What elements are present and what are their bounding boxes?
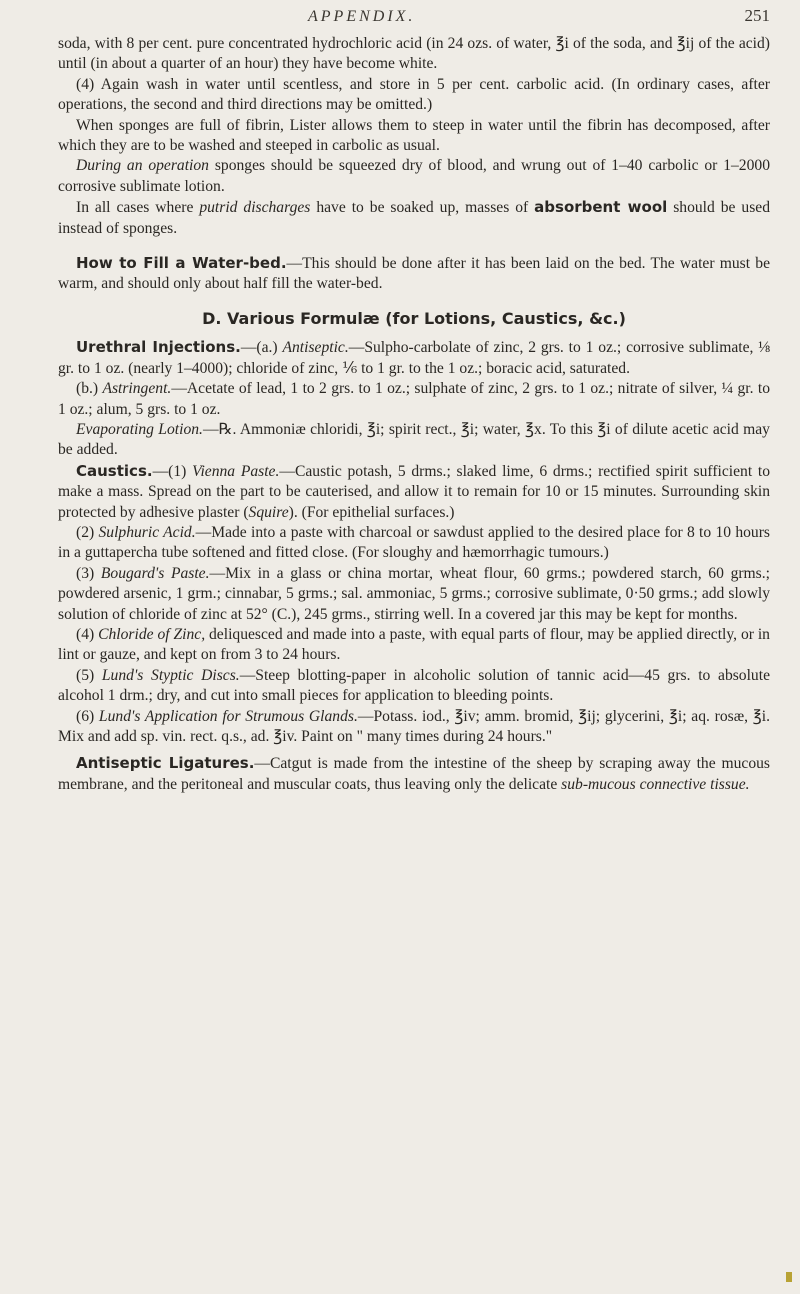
- text-run: —Made into a paste with charcoal or sawdust applied to the desired place for 8 to 10 hours in a guttapercha tube softened and fitted close. (For sloughy and hæmorrhagic tumours.): [58, 523, 770, 562]
- paragraph-during-operation: [58, 156, 770, 197]
- italic-phrase: During an operation: [76, 157, 209, 175]
- text-run: —Caustic potash, 5 drms.; slaked lime, 6 drms.; rectified spirit sufficient to make a mass. Spread on the part to be cauterised, and allow it to remain for 10 or 15 minutes. Surrounding skin protected by adhesive plaster (: [58, 462, 771, 521]
- section-heading: D. Various Formulæ (for Lotions, Caustics, &c.): [202, 308, 626, 328]
- paragraph-caustics: [58, 461, 770, 523]
- text-run: (6): [76, 707, 99, 725]
- italic-phrase: Chloride of Zinc,: [98, 625, 206, 643]
- text-run: (b.): [76, 380, 103, 398]
- text-run: (5): [76, 666, 102, 684]
- italic-phrase: Bougard's Paste.: [100, 564, 210, 582]
- text-run: have to be soaked up, masses of: [310, 199, 535, 217]
- paragraph-astringent: [58, 379, 770, 420]
- paragraph-evaporating: [58, 420, 770, 461]
- ligatures-heading: Antiseptic Ligatures.: [76, 754, 255, 773]
- text-run: —Catgut is made from the intestine of the sheep by scraping away the mucous membrane, and the peritoneal and muscular coats, thus leaving only the delicate: [58, 755, 770, 793]
- paragraph-bougard: [58, 564, 770, 625]
- paragraph: (4) Again wash in water until scentless, and store in 5 per cent. carbolic acid. (In ordinary cases, after operations, the second and third directions may be omitted.): [58, 75, 770, 114]
- text-run: —(a.): [240, 339, 283, 357]
- text-run: —Sulpho-carbolate of zinc, 2 grs. to 1 oz.; corrosive sublimate, ⅛ gr. to 1 oz. (nearly 1–4000); chloride of zinc, ⅙ to 1 gr. to the 1 oz.; boracic acid, saturated.: [58, 339, 770, 377]
- paragraph-lund-discs: [58, 666, 770, 707]
- text-run: deliquesced and made into a paste, with equal parts of flour, may be applied directly, or in lint or gauze, and kept on from 3 to 24 hours.: [58, 625, 770, 664]
- italic-phrase: Vienna Paste.: [192, 462, 280, 480]
- italic-phrase: Lund's Application for Strumous Glands.: [98, 707, 358, 725]
- paragraph-water-bed: [58, 253, 770, 295]
- text-run: —Potass. iod., ℥iv; amm. bromid, ℥ij; glycerini, ℥i; aq. rosæ, ℥i. Mix and add sp. vin. rect. q.s., ad. ℥iv. Paint on " many times during 24 hours.": [58, 707, 770, 745]
- paragraph: When sponges are full of fibrin, Lister allows them to steep in water until the fibrin has decomposed, after which they are to be washed and steeped in carbolic as usual.: [58, 116, 770, 155]
- text-run: (3): [76, 564, 101, 582]
- bold-term: absorbent wool: [534, 198, 668, 217]
- running-head: APPENDIX.: [308, 8, 416, 25]
- paragraph-all-cases: [58, 197, 770, 239]
- paragraph-ligatures: [58, 753, 770, 795]
- text-run: ). (For epithelial surfaces.): [288, 503, 455, 521]
- italic-phrase: Antiseptic.: [282, 339, 349, 357]
- text-run: —℞. Ammoniæ chloridi, ℥i; spirit rect., ℥i; water, ℥x. To this ℥i of dilute acetic acid may be added.: [58, 420, 770, 459]
- text-run: —This should be done after it has been laid on the bed. The water must be warm, and should only about half fill the water-bed.: [58, 255, 770, 293]
- italic-phrase: Evaporating Lotion.: [76, 420, 203, 438]
- text-run: sponges should be squeezed dry of blood, and wrung out of 1–40 carbolic or 1–2000 corrosive sublimate lotion.: [58, 157, 770, 195]
- caustics-heading: Caustics.: [76, 461, 153, 480]
- text-run: —Acetate of lead, 1 to 2 grs. to 1 oz.; sulphate of zinc, 2 grs. to 1 oz.; nitrate of silver, ¼ gr. to 1 oz.; alum, 5 grs. to 1 oz.: [58, 380, 770, 418]
- paragraph-chloride-zinc: [58, 625, 770, 666]
- text-run: In all cases where: [76, 199, 200, 217]
- text-run: —Steep blotting-paper in alcoholic solution of tannic acid—45 grs. to absolute alcohol 1 drm.; dry, and cut into small pieces for application to bleeding points.: [58, 666, 770, 705]
- italic-phrase: Lund's Styptic Discs.: [101, 666, 240, 684]
- italic-phrase: Sulphuric Acid.: [98, 523, 196, 541]
- page-body: [58, 34, 770, 795]
- text-run: —Mix in a glass or china mortar, wheat flour, 60 grms.; powdered starch, 60 grms.; powdered arsenic, 1 grm.; cinnabar, 5 grms.; sal. ammoniac, 5 grms.; corrosive sublimate, 0·50 grms.; add slowly solution of chloride of zinc at 52° (C.), 245 grms., stirring well. In a covered jar this may be kept for months.: [58, 564, 770, 623]
- italic-phrase: putrid discharges: [199, 199, 311, 217]
- paragraph: soda, with 8 per cent. pure concentrated hydrochloric acid (in 24 ozs. of water, ℥i of the soda, and ℥ij of the acid) until (in about a quarter of an hour) they have become white.: [58, 35, 770, 73]
- paragraph-urethral: [58, 337, 770, 379]
- page-number: 251: [744, 6, 770, 25]
- paragraph-lund-glands: [58, 707, 770, 748]
- text-run: should be used instead of sponges.: [58, 199, 770, 237]
- italic-phrase: Astringent.: [102, 380, 172, 398]
- text-run: (4): [76, 625, 99, 643]
- water-bed-heading: How to Fill a Water-bed.: [76, 254, 287, 273]
- urethral-heading: Urethral Injections.: [76, 338, 241, 357]
- text-run: (2): [76, 523, 99, 541]
- paragraph-sulphuric: [58, 523, 770, 564]
- italic-phrase: Squire: [248, 503, 289, 521]
- scan-corner-mark: [786, 1272, 792, 1282]
- italic-phrase: sub-mucous connective tissue.: [561, 775, 750, 793]
- text-run: —(1): [152, 462, 193, 480]
- page-header: [58, 6, 770, 34]
